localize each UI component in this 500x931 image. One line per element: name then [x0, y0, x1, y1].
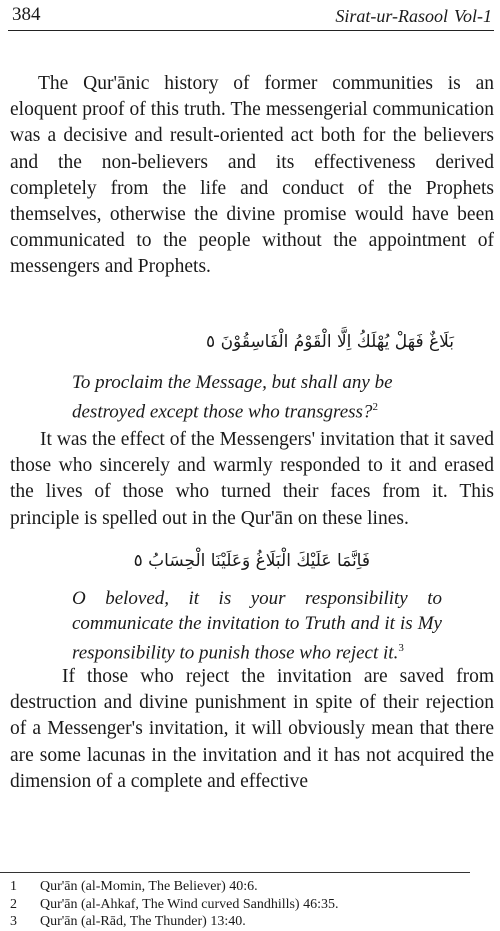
footnote-2 — [10, 896, 338, 914]
footnote-text: Qur'ān (al-Ahkaf, The Wind curved Sandhills) 46:35. — [40, 896, 339, 912]
footnote-text: Qur'ān (al-Rād, The Thunder) 13:40. — [40, 914, 246, 929]
footnote-3 — [10, 913, 338, 931]
footnote-number: 2 — [10, 896, 17, 912]
footnotes — [10, 878, 338, 931]
page-number: 384 — [12, 4, 41, 25]
footnote-divider — [0, 872, 470, 873]
footnote-number: 3 — [10, 914, 17, 929]
running-title: Sirat-ur-Rasool — [335, 6, 448, 26]
verse-translation-1 — [72, 370, 417, 424]
page-header — [8, 4, 494, 31]
arabic-verse-2: فَاِنَّمَا عَلَيْكَ الْبَلَاغُ وَعَلَيْنَا الْحِسَابُ ٥ — [133, 551, 370, 571]
footnote-number: 1 — [10, 879, 17, 894]
footnote-text: Qur'ān (al-Momin, The Believer) 40:6. — [40, 879, 258, 894]
arabic-verse-1: بَلَاغٌ فَهَلْ يُهْلَكُ اِلَّا الْقَوْمُ الْفَاسِقُوْنَ ٥ — [206, 332, 454, 352]
verse-translation-2-text: O beloved, it is your responsibility to communicate the invitation to Truth and it is My responsibility to punish those who reject it. — [72, 588, 442, 664]
volume-label: Vol-1 — [454, 6, 492, 26]
verse-translation-1-text: To proclaim the Message, but shall any be destroyed except those who transgress? — [72, 372, 393, 423]
running-head — [335, 6, 492, 27]
paragraph-2: It was the effect of the Messengers' invitation that it saved those who sincerely and warmly responded to it and erased the lives of those who turned their faces from it. This principle is spelled out in the Qur'ān on these lines. — [10, 429, 494, 529]
footnote-ref-2: 2 — [372, 401, 378, 413]
footnote-1 — [10, 878, 338, 896]
paragraph-1: The Qur'ānic history of former communities is an eloquent proof of this truth. The messengerial communication was a decisive and result-oriented act both for the believers and the non-believers and its effectiveness derived completely from the life and conduct of the Prophets themselves, otherwise the divine promise would have been communicated to the people without the appointment of messengers and Prophets. — [10, 73, 494, 278]
paragraph-3: If those who reject the invitation are saved from destruction and divine punishment in spite of their rejection of a Messenger's invitation, it will obviously mean that there are some lacunas in the invitation and it has not acquired the dimension of a complete and effective — [10, 666, 494, 792]
verse-translation-2 — [72, 586, 442, 665]
footnote-ref-3: 3 — [398, 642, 404, 654]
